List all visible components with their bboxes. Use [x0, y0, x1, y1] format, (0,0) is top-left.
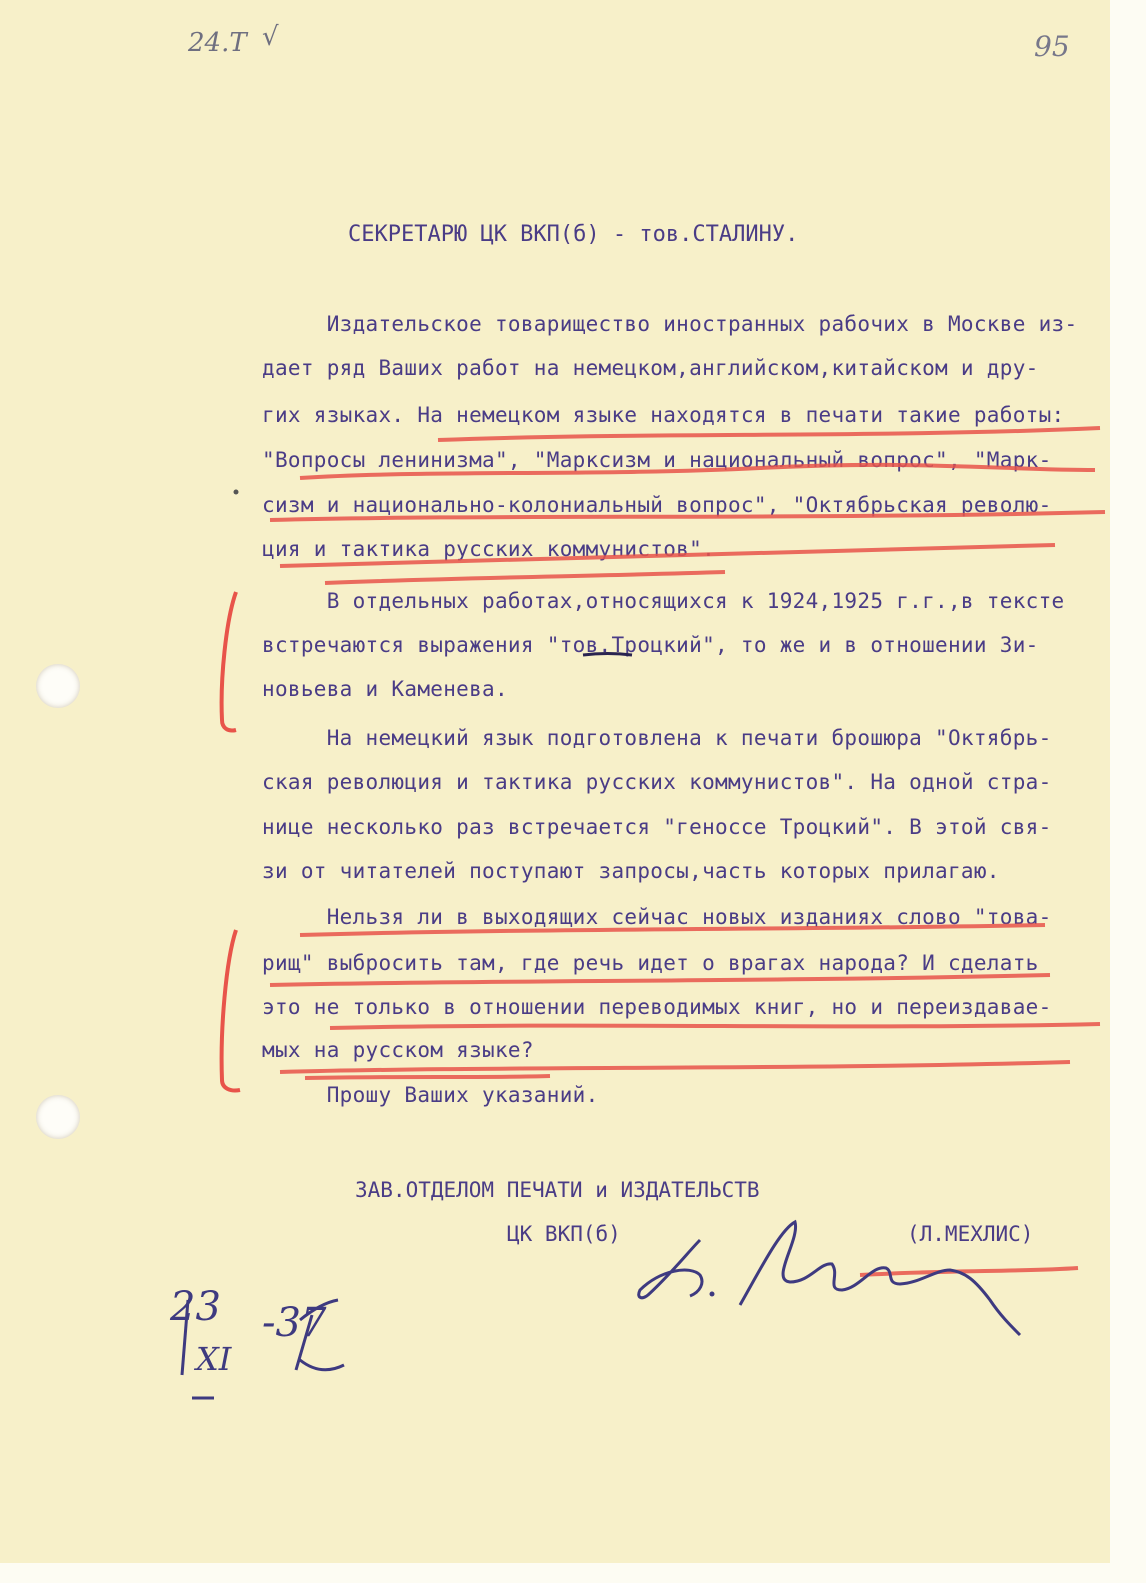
body-line: Прошу Ваших указаний.	[262, 1083, 599, 1107]
body-line: дает ряд Ваших работ на немецком,английском,китайском и дру-	[262, 356, 1039, 380]
body-line: Издательское товарищество иностранных рабочих в Москве из-	[262, 312, 1078, 336]
red-underline	[438, 428, 1100, 440]
body-line: Нельзя ли в выходящих сейчас новых изданиях слово "това-	[262, 905, 1052, 929]
red-underline	[280, 545, 1055, 566]
body-line: На немецкий язык подготовлена к печати брошюра "Октябрь-	[262, 726, 1052, 750]
body-line: В отдельных работах,относящихся к 1924,1925 г.г.,в тексте	[262, 589, 1065, 613]
red-underline	[280, 1062, 1070, 1072]
red-underline	[860, 1268, 1078, 1275]
signature-stroke	[710, 1292, 715, 1297]
handwritten-date-year: -37	[262, 1300, 327, 1346]
body-line: рищ" выбросить там, где речь идет о врагах народа? И сделать	[262, 951, 1039, 975]
red-underline	[270, 512, 1105, 520]
body-line: мых на русском языке?	[262, 1038, 534, 1062]
red-underline	[300, 465, 1095, 478]
body-line: новьева и Каменева.	[262, 677, 508, 701]
red-margin-bracket	[222, 930, 240, 1091]
body-line: ция и тактика русских коммунистов".	[262, 537, 716, 561]
body-line: "Вопросы ленинизма", "Марксизм и национальный вопрос", "Марк-	[262, 448, 1052, 472]
archive-note: 24.T	[188, 28, 247, 58]
date-stroke	[296, 1300, 344, 1370]
ink-dot	[234, 490, 239, 495]
body-line: нице несколько раз встречается "геноссе Троцкий". В этой свя-	[262, 815, 1052, 839]
signature-stroke	[639, 1240, 702, 1298]
addressee-title: СЕКРЕТАРЮ ЦК ВКП(б) - тов.СТАЛИНУ.	[348, 222, 799, 247]
body-line: гих языках. На немецком языке находятся в печати такие работы:	[262, 403, 1065, 427]
red-underline	[305, 1076, 550, 1078]
handwritten-date-day: 23	[170, 1284, 221, 1330]
body-line: зи от читателей поступают запросы,часть которых прилагаю.	[262, 859, 1000, 883]
red-underline	[325, 572, 725, 583]
red-margin-bracket	[222, 592, 236, 731]
red-underline	[270, 975, 1050, 985]
date-stroke	[182, 1300, 188, 1375]
red-underline	[300, 925, 1045, 935]
page-number: 95	[1034, 30, 1070, 63]
signatory-name: (Л.МЕХЛИС)	[907, 1222, 1034, 1246]
red-underline	[330, 1024, 1100, 1028]
body-line: это не только в отношении переводимых книг, но и переиздавае-	[262, 995, 1052, 1019]
pencil-underline	[583, 654, 632, 656]
position-line-1: ЗАВ.ОТДЕЛОМ ПЕЧАТИ и ИЗДАТЕЛЬСТВ	[355, 1178, 760, 1202]
position-line-2: ЦК ВКП(б)	[507, 1222, 621, 1246]
handwritten-date-month: XI	[196, 1340, 232, 1378]
check-mark: √	[262, 22, 279, 52]
body-line: ская революция и тактика русских коммунистов". На одной стра-	[262, 770, 1052, 794]
signature-stroke	[740, 1222, 1020, 1335]
signature-text	[640, 1310, 646, 1311]
body-line: встречаются выражения "тов.Троцкий", то же и в отношении Зи-	[262, 633, 1039, 657]
body-line: сизм и национально-колониальный вопрос", "Октябрьская револю-	[262, 493, 1052, 517]
